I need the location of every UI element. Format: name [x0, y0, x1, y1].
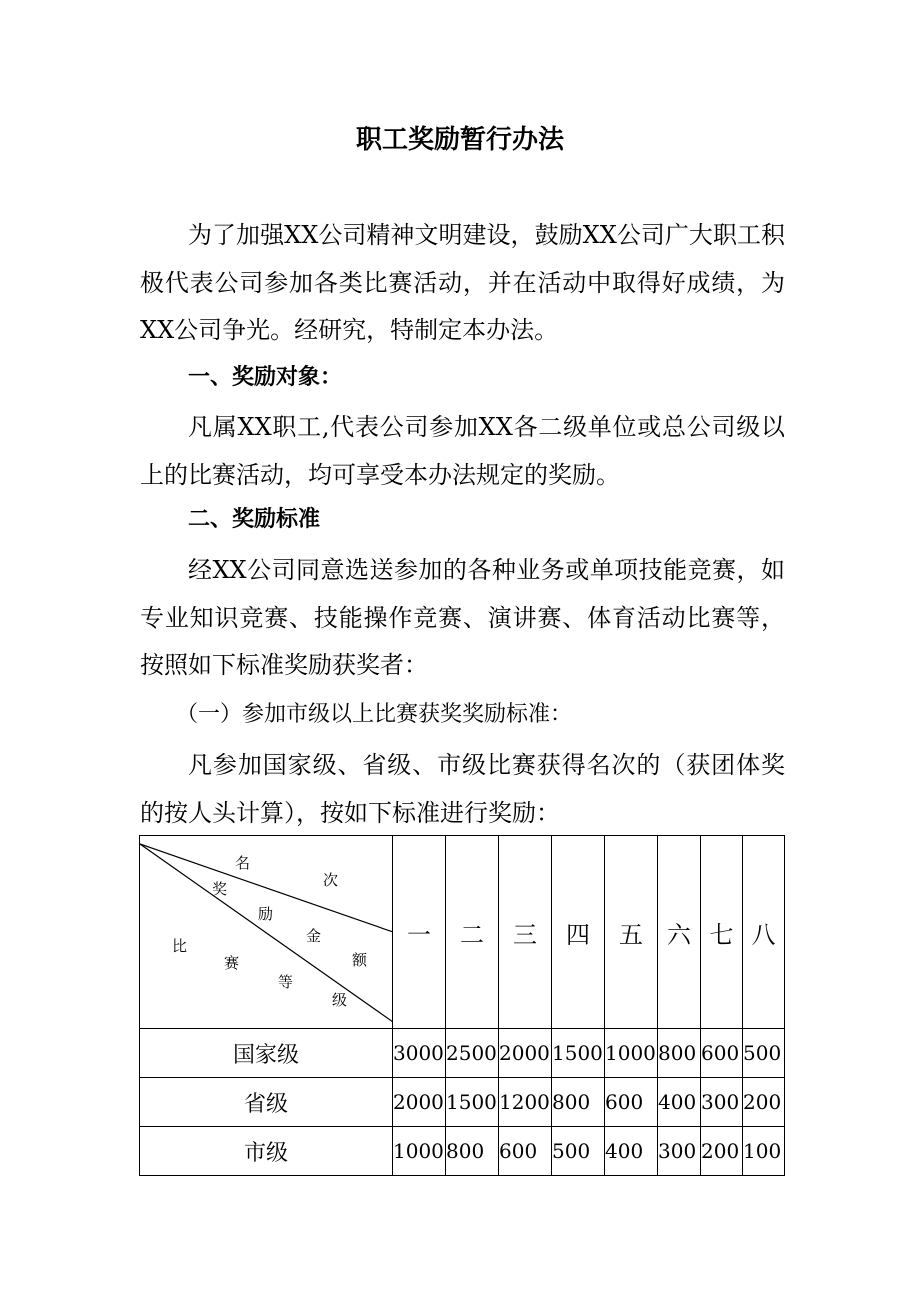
- level-cell: 省级: [140, 1078, 393, 1127]
- section2-body: 经XX公司同意选送参加的各种业务或单项技能竞赛，如专业知识竞赛、技能操作竞赛、演讲赛、体育活动比赛等，按照如下标准奖励获奖者：: [140, 556, 785, 679]
- rank-header: 二: [446, 836, 499, 1029]
- amount-cell: 2000: [499, 1029, 552, 1078]
- table-row: [140, 1127, 785, 1176]
- diag-label-e: 额: [352, 951, 368, 969]
- diag-label-deng: 等: [278, 973, 294, 991]
- award-table: [139, 835, 785, 1176]
- rank-header: 五: [605, 836, 658, 1029]
- section2-heading: 二、奖励标准: [188, 507, 321, 532]
- section1-body: 凡属XX职工,代表公司参加XX各二级单位或总公司级以上的比赛活动，均可享受本办法规定的奖励。: [140, 413, 785, 489]
- amount-cell: 400: [658, 1078, 701, 1127]
- level-cell: 市级: [140, 1127, 393, 1176]
- amount-cell: 800: [552, 1078, 605, 1127]
- diag-label-ming: 名: [235, 854, 251, 872]
- amount-cell: 200: [701, 1127, 743, 1176]
- amount-cell: 1000: [605, 1029, 658, 1078]
- intro-paragraph: 为了加强XX公司精神文明建设，鼓励XX公司广大职工积极代表公司参加各类比赛活动，并在活动中取得好成绩，为XX公司争光。经研究，特制定本办法。: [140, 221, 785, 344]
- amount-cell: 100: [743, 1127, 785, 1176]
- amount-cell: 1500: [552, 1029, 605, 1078]
- rank-header: 八: [743, 836, 785, 1029]
- amount-cell: 400: [605, 1127, 658, 1176]
- amount-cell: 1000: [393, 1127, 446, 1176]
- rank-header: 三: [499, 836, 552, 1029]
- diag-label-ci: 次: [323, 871, 339, 889]
- amount-cell: 600: [701, 1029, 743, 1078]
- amount-cell: 300: [658, 1127, 701, 1176]
- rank-header: 一: [393, 836, 446, 1029]
- document-title: 职工奖励暂行办法: [355, 125, 564, 155]
- amount-cell: 500: [552, 1127, 605, 1176]
- table-row: [140, 1029, 785, 1078]
- amount-cell: 2500: [446, 1029, 499, 1078]
- diag-label-jiang: 奖: [212, 880, 228, 898]
- diag-label-jin: 金: [306, 927, 322, 945]
- diag-label-ji: 级: [332, 991, 348, 1009]
- amount-cell: 600: [499, 1127, 552, 1176]
- rank-header: 七: [701, 836, 743, 1029]
- rank-header: 四: [552, 836, 605, 1029]
- amount-cell: 200: [743, 1078, 785, 1127]
- amount-cell: 300: [701, 1078, 743, 1127]
- amount-cell: 1200: [499, 1078, 552, 1127]
- section1-heading: 一、奖励对象：: [188, 365, 343, 390]
- amount-cell: 500: [743, 1029, 785, 1078]
- amount-cell: 800: [446, 1127, 499, 1176]
- diag-label-li: 励: [258, 905, 274, 923]
- amount-cell: 3000: [393, 1029, 446, 1078]
- table-row: [140, 1078, 785, 1127]
- diagonal-lines: [140, 836, 393, 1028]
- table-header-row: [140, 836, 785, 1029]
- amount-cell: 600: [605, 1078, 658, 1127]
- subsection1-body: 凡参加国家级、省级、市级比赛获得名次的（获团体奖的按人头计算），按如下标准进行奖励：: [140, 751, 785, 827]
- amount-cell: 800: [658, 1029, 701, 1078]
- rank-header: 六: [658, 836, 701, 1029]
- amount-cell: 1500: [446, 1078, 499, 1127]
- level-cell: 国家级: [140, 1029, 393, 1078]
- diag-label-sai: 赛: [224, 954, 240, 972]
- diagonal-header-cell: [140, 836, 393, 1029]
- diag-label-bi: 比: [172, 937, 188, 955]
- subsection1-heading: （一）参加市级以上比赛获奖奖励标准：: [176, 702, 573, 727]
- amount-cell: 2000: [393, 1078, 446, 1127]
